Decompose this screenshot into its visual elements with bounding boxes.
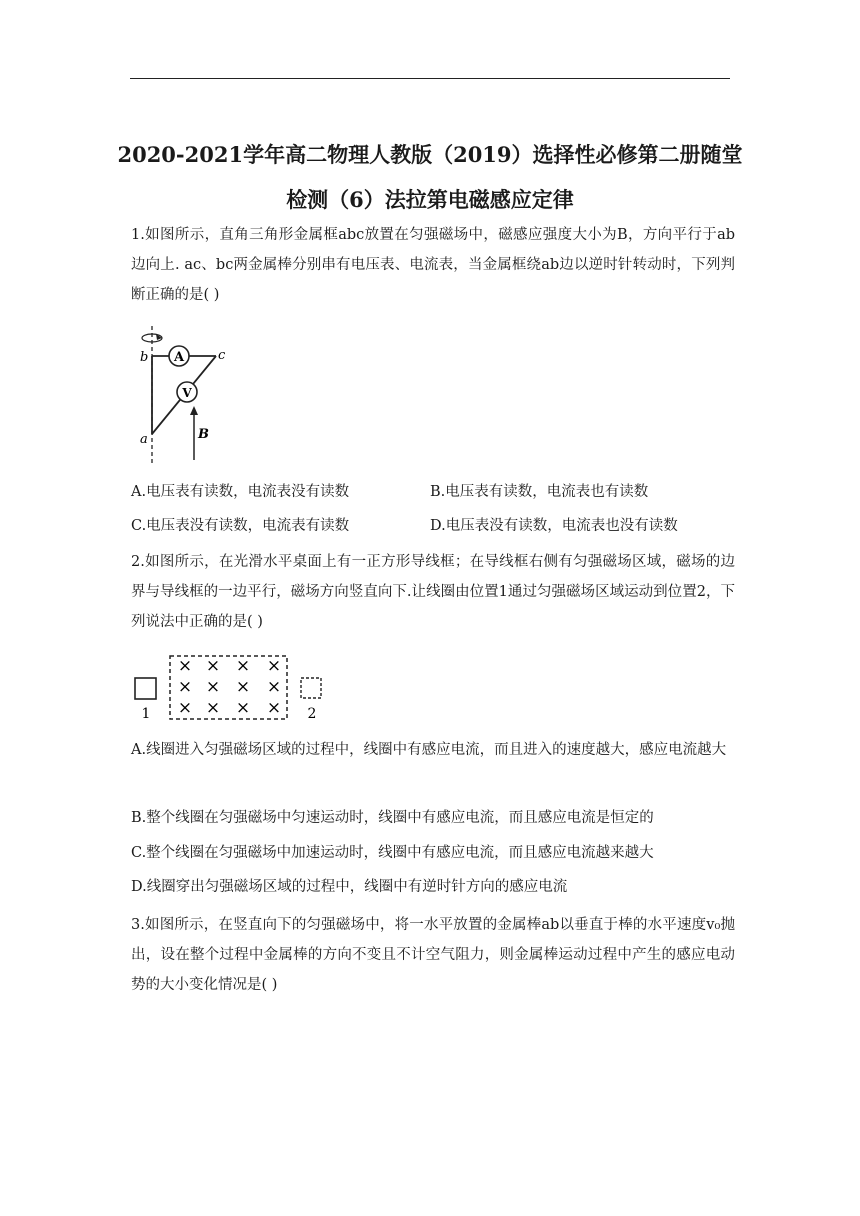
position-2-label: 2 xyxy=(307,706,317,722)
field-cross-icon: × xyxy=(235,677,251,697)
field-cross-icon: × xyxy=(177,677,193,697)
field-cross-icon: × xyxy=(205,656,221,676)
vertex-a-label: a xyxy=(140,432,148,447)
q1-option-c: C.电压表没有读数，电流表有读数 xyxy=(131,518,350,534)
field-cross-icon: × xyxy=(266,698,282,718)
field-cross-icon: × xyxy=(266,656,282,676)
field-cross-icon: × xyxy=(205,677,221,697)
q1-option-a: A.电压表有读数，电流表没有读数 xyxy=(131,484,350,500)
field-cross-icon: × xyxy=(235,698,251,718)
q1-option-b: B.电压表有读数，电流表也有读数 xyxy=(430,484,649,500)
q2-stem: 2.如图所示，在光滑水平桌面上有一正方形导线框；在导线框右侧有匀强磁场区域，磁场的边界与导线框的一边平行，磁场方向竖直向下.让线圈由位置1通过匀强磁场区域运动到位置2，下列说法中正确的是( ) xyxy=(131,554,735,630)
field-cross-icon: × xyxy=(205,698,221,718)
field-b-label: B xyxy=(198,427,209,442)
coil-position-2 xyxy=(301,678,321,698)
position-1-label: 1 xyxy=(141,706,151,722)
q2-option-d: D.线圈穿出匀强磁场区域的过程中，线圈中有逆时针方向的感应电流 xyxy=(131,879,568,895)
vertex-b-label: b xyxy=(140,350,149,365)
q2-option-a: A.线圈进入匀强磁场区域的过程中，线圈中有感应电流，而且进入的速度越大，感应电流越大 xyxy=(131,742,727,758)
q1-figure xyxy=(136,326,236,472)
header-rule xyxy=(130,78,730,79)
q2-option-b: B.整个线圈在匀强磁场中匀速运动时，线圈中有感应电流，而且感应电流是恒定的 xyxy=(131,810,654,826)
vertex-c-label: c xyxy=(218,348,226,363)
title-line-1: 2020-2021学年高二物理人教版（2019）选择性必修第二册随堂 xyxy=(117,142,743,167)
field-cross-icon: × xyxy=(177,656,193,676)
q1-option-d: D.电压表没有读数，电流表也没有读数 xyxy=(430,518,678,534)
ammeter-label: A xyxy=(173,350,185,365)
q2-figure xyxy=(132,652,328,724)
title-line-2: 检测（6）法拉第电磁感应定律 xyxy=(286,187,574,212)
q3-stem: 3.如图所示，在竖直向下的匀强磁场中，将一水平放置的金属棒ab以垂直于棒的水平速度v₀抛出，设在整个过程中金属棒的方向不变且不计空气阻力，则金属棒运动过程中产生的感应电动势的大小变化情况是( ) xyxy=(131,917,735,993)
page-title xyxy=(110,132,750,222)
field-cross-icon: × xyxy=(235,656,251,676)
q1-stem: 1.如图所示，直角三角形金属框abc放置在匀强磁场中，磁感应强度大小为B，方向平行于ab边向上. ac、bc两金属棒分别串有电压表、电流表，当金属框绕ab边以逆时针转动时，下列判断正确的是( ) xyxy=(131,227,735,303)
field-cross-icon: × xyxy=(266,677,282,697)
voltmeter-label: V xyxy=(182,386,192,400)
coil-position-1 xyxy=(135,678,156,699)
field-crosses xyxy=(178,656,281,718)
q2-option-c: C.整个线圈在匀强磁场中加速运动时，线圈中有感应电流，而且感应电流越来越大 xyxy=(131,845,654,861)
field-cross-icon: × xyxy=(177,698,193,718)
